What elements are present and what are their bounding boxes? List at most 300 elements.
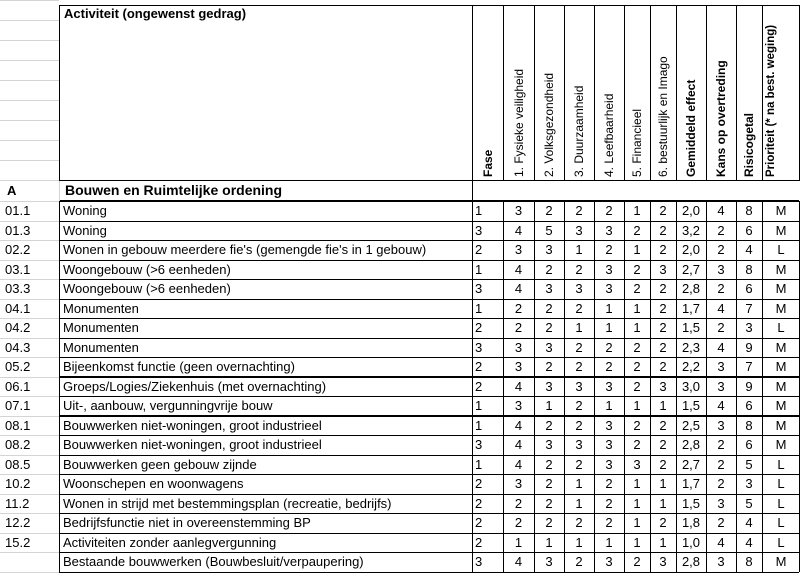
- row-fase: 1: [475, 261, 483, 277]
- row-score-2: 2: [545, 476, 553, 491]
- row-risico: 4: [745, 242, 753, 257]
- row-fase: 2: [475, 534, 483, 550]
- col-divider: [736, 5, 737, 181]
- row-score-3: 2: [575, 515, 583, 530]
- col-divider: [472, 5, 473, 572]
- table-row: [0, 533, 800, 553]
- gridline: [0, 100, 59, 101]
- row-code: 04.2: [5, 320, 31, 335]
- row-prioriteit: L: [777, 320, 785, 335]
- row-average: 2,3: [681, 339, 701, 355]
- row-average: 2,5: [681, 417, 701, 433]
- gridline: [0, 396, 59, 397]
- row-average: 3,2: [681, 222, 701, 238]
- row-score-3: 2: [575, 203, 583, 218]
- column-header-1: Fase: [480, 149, 495, 177]
- column-header-3: 2. Volksgezondheid: [542, 72, 556, 177]
- row-kans: 4: [717, 300, 725, 316]
- row-score-2: 1: [545, 534, 553, 550]
- row-fase: 2: [475, 495, 483, 511]
- gridline: [0, 20, 59, 21]
- row-score-3: 2: [575, 398, 583, 413]
- row-divider: [59, 474, 799, 475]
- row-score-3: 2: [575, 417, 583, 433]
- row-risico: 8: [745, 417, 753, 433]
- row-score-5: 2: [633, 359, 641, 374]
- header-activity-title: Activiteit (ongewenst gedrag): [64, 6, 247, 21]
- row-score-6: 2: [659, 320, 667, 335]
- row-description: Bedrijfsfunctie niet in overeenstemming BP: [63, 515, 311, 530]
- row-code: 04.3: [5, 339, 31, 355]
- row-score-6: 2: [659, 359, 667, 374]
- row-kans: 3: [717, 359, 725, 374]
- row-score-3: 3: [575, 222, 583, 238]
- row-score-2: 2: [545, 495, 553, 511]
- column-header-10: Risicogetal: [742, 112, 756, 177]
- row-code: [0, 552, 59, 572]
- row-prioriteit: L: [777, 476, 785, 491]
- row-average: 1,0: [681, 534, 701, 550]
- row-risico: 6: [745, 281, 753, 296]
- row-divider: [59, 221, 799, 222]
- gridline: [0, 299, 59, 300]
- row-code: 01.1: [5, 203, 31, 218]
- row-code: 10.2: [5, 476, 31, 491]
- row-score-2: 2: [545, 300, 553, 316]
- row-score-1: 3: [514, 398, 523, 413]
- row-score-1: 4: [514, 437, 523, 452]
- row-score-3: 3: [575, 281, 583, 296]
- col-divider: [564, 5, 565, 181]
- row-prioriteit: L: [777, 242, 785, 257]
- row-average: 1,7: [681, 476, 701, 491]
- col-divider: [534, 201, 535, 572]
- col-divider: [706, 201, 707, 572]
- row-score-5: 1: [633, 495, 641, 511]
- row-divider: [59, 415, 799, 417]
- row-kans: 2: [717, 320, 725, 335]
- table-row: [0, 494, 800, 514]
- row-kans: 4: [717, 203, 725, 218]
- row-prioriteit: M: [775, 339, 787, 355]
- col-divider: [59, 5, 60, 181]
- col-divider: [676, 5, 677, 181]
- row-score-1: 3: [514, 339, 523, 355]
- gridline: [0, 60, 59, 61]
- gridline: [0, 279, 59, 280]
- row-score-6: 2: [659, 281, 667, 296]
- col-divider: [624, 201, 625, 572]
- row-score-1: 3: [514, 359, 523, 374]
- gridline: [0, 260, 59, 261]
- gridline: [0, 533, 59, 534]
- row-score-1: 4: [514, 554, 523, 569]
- row-risico: 3: [745, 320, 753, 335]
- row-score-4: 3: [605, 378, 613, 394]
- row-score-4: 3: [605, 261, 613, 277]
- row-divider: [59, 455, 799, 456]
- gridline: [0, 435, 59, 436]
- row-code: 03.1: [5, 261, 31, 277]
- row-code: 01.3: [5, 222, 31, 238]
- gridline: [59, 181, 60, 201]
- row-divider: [59, 200, 799, 202]
- row-prioriteit: L: [777, 534, 785, 550]
- row-kans: 3: [717, 495, 725, 511]
- col-divider: [650, 5, 651, 181]
- header-bottom-border: [59, 180, 799, 181]
- column-header-6: 5. Financieel: [630, 108, 644, 177]
- row-description: Uit-, aanbouw, vergunningvrije bouw: [63, 398, 273, 413]
- row-score-4: 1: [605, 320, 613, 335]
- row-average: 2,2: [681, 359, 701, 374]
- row-score-3: 2: [575, 456, 583, 472]
- column-header-2: 1. Fysieke veiligheid: [511, 68, 526, 177]
- row-description: Woning: [63, 203, 107, 218]
- row-score-5: 1: [633, 398, 641, 413]
- row-kans: 4: [717, 398, 725, 413]
- row-description: Monumenten: [63, 300, 139, 316]
- row-code: 11.2: [5, 495, 30, 511]
- column-header-7: 6. bestuurlijk en Imago: [656, 56, 670, 177]
- row-score-4: 1: [605, 300, 613, 316]
- row-fase: 3: [475, 554, 483, 569]
- row-code: 08.5: [5, 456, 31, 472]
- row-risico: 8: [745, 203, 753, 218]
- row-divider: [59, 338, 799, 339]
- row-divider: [59, 260, 799, 261]
- gridline: [0, 513, 59, 514]
- row-score-3: 2: [575, 359, 583, 374]
- row-average: 1,5: [681, 398, 701, 413]
- row-score-2: 2: [545, 359, 553, 374]
- col-divider: [503, 201, 504, 572]
- row-risico: 7: [745, 300, 753, 316]
- row-score-2: 2: [545, 456, 553, 472]
- row-average: 2,0: [681, 203, 701, 218]
- row-score-1: 4: [514, 378, 523, 394]
- row-average: 2,8: [681, 437, 701, 452]
- row-score-3: 3: [575, 437, 583, 452]
- row-code: 07.1: [5, 398, 31, 413]
- row-average: 1,5: [681, 495, 701, 511]
- row-score-3: 3: [575, 378, 583, 394]
- row-score-3: 1: [575, 476, 583, 491]
- row-average: 1,5: [681, 320, 701, 335]
- row-divider: [59, 494, 799, 495]
- row-prioriteit: M: [775, 417, 787, 433]
- col-divider: [706, 5, 707, 181]
- gridline: [0, 240, 59, 241]
- row-kans: 2: [717, 456, 725, 472]
- row-score-3: 2: [575, 300, 583, 316]
- row-score-6: 1: [659, 495, 667, 511]
- row-risico: 9: [745, 339, 753, 355]
- col-divider: [564, 201, 565, 572]
- table-row: [0, 377, 800, 397]
- row-score-6: 2: [659, 417, 667, 433]
- row-score-2: 3: [545, 437, 553, 452]
- row-score-1: 2: [514, 300, 523, 316]
- row-fase: 2: [475, 515, 483, 530]
- row-score-6: 2: [659, 437, 667, 452]
- row-divider: [59, 435, 799, 436]
- row-kans: 4: [717, 534, 725, 550]
- row-prioriteit: M: [775, 554, 787, 569]
- row-fase: 1: [475, 300, 483, 316]
- row-divider: [59, 240, 799, 241]
- row-kans: 2: [717, 242, 725, 257]
- row-score-6: 3: [659, 378, 667, 394]
- row-score-1: 3: [514, 242, 523, 257]
- row-kans: 3: [717, 378, 725, 394]
- row-score-3: 1: [575, 534, 583, 550]
- row-risico: 4: [745, 515, 753, 530]
- row-score-2: 2: [545, 203, 553, 218]
- col-divider: [59, 201, 60, 572]
- row-code: 05.2: [5, 359, 31, 374]
- table-row: [0, 221, 800, 241]
- row-average: 3,0: [681, 378, 701, 394]
- row-divider: [59, 299, 799, 300]
- col-divider: [503, 5, 504, 181]
- gridline: [0, 318, 59, 319]
- row-score-1: 2: [514, 515, 523, 530]
- row-code: 04.1: [5, 300, 31, 316]
- row-score-5: 2: [633, 554, 641, 569]
- row-score-5: 2: [633, 437, 641, 452]
- header-top-border: [59, 5, 799, 6]
- row-score-2: 1: [545, 398, 553, 413]
- row-score-5: 1: [633, 476, 641, 491]
- row-score-4: 2: [605, 476, 613, 491]
- table-row: [0, 416, 800, 436]
- gridline: [0, 552, 59, 553]
- row-code: 12.2: [5, 515, 31, 530]
- row-divider: [59, 376, 799, 378]
- row-prioriteit: M: [775, 398, 787, 413]
- table-row: [0, 435, 800, 455]
- row-score-5: 2: [633, 281, 641, 296]
- col-divider: [762, 5, 763, 181]
- row-description: Monumenten: [63, 339, 139, 355]
- gridline: [0, 338, 59, 339]
- section-code: A: [7, 183, 17, 198]
- table-row: [0, 318, 800, 338]
- row-divider: [59, 279, 799, 280]
- gridline: [0, 416, 59, 417]
- row-fase: 1: [475, 417, 483, 433]
- row-kans: 2: [717, 476, 725, 491]
- gridline: [0, 572, 59, 573]
- row-score-5: 1: [633, 203, 641, 218]
- row-score-5: 2: [633, 261, 641, 277]
- col-divider: [594, 5, 595, 181]
- row-score-5: 2: [633, 339, 641, 355]
- row-score-6: 2: [659, 222, 667, 238]
- row-prioriteit: L: [777, 515, 785, 530]
- row-score-4: 3: [605, 417, 613, 433]
- gridline: [0, 180, 59, 181]
- row-description: Bestaande bouwwerken (Bouwbesluit/verpaupering): [63, 554, 364, 569]
- row-score-5: 1: [633, 242, 641, 257]
- row-risico: 5: [745, 495, 753, 511]
- row-description: Bouwwerken geen gebouw zijnde: [63, 456, 257, 472]
- row-prioriteit: M: [775, 300, 787, 316]
- row-score-4: 1: [605, 534, 613, 550]
- row-description: Woongebouw (>6 eenheden): [63, 281, 231, 296]
- row-score-2: 3: [545, 281, 553, 296]
- row-score-2: 5: [545, 222, 553, 238]
- gridline: [0, 80, 59, 81]
- gridline: [0, 140, 59, 141]
- row-fase: 1: [475, 398, 483, 413]
- row-score-2: 2: [545, 515, 553, 530]
- row-score-5: 2: [633, 417, 641, 433]
- gridline: [0, 160, 59, 161]
- row-description: Wonen in strijd met bestemmingsplan (recreatie, bedrijfs): [63, 495, 392, 511]
- table-row: [0, 299, 800, 319]
- row-score-4: 2: [605, 515, 613, 530]
- table-row: [0, 474, 800, 494]
- row-risico: 5: [745, 456, 753, 472]
- row-risico: 9: [745, 378, 753, 394]
- row-score-5: 2: [633, 222, 641, 238]
- column-header-8: Gemiddeld effect: [684, 79, 698, 177]
- row-score-5: 1: [633, 300, 641, 316]
- row-fase: 3: [475, 281, 483, 296]
- row-kans: 4: [717, 339, 725, 355]
- row-score-4: 2: [605, 495, 613, 511]
- row-risico: 4: [745, 534, 753, 550]
- row-kans: 3: [717, 261, 725, 277]
- row-score-1: 2: [514, 320, 523, 335]
- row-score-3: 1: [575, 320, 583, 335]
- row-description: Bouwwerken niet-woningen, groot industrieel: [63, 417, 322, 433]
- row-score-6: 2: [659, 203, 667, 218]
- row-average: 2,8: [681, 281, 701, 296]
- row-score-5: 1: [633, 515, 641, 530]
- col-divider: [762, 201, 763, 572]
- column-header-4: 3. Duurzaamheid: [572, 85, 586, 177]
- gridline: [0, 377, 59, 378]
- row-description: Woonschepen en woonwagens: [63, 476, 244, 491]
- row-prioriteit: L: [777, 456, 785, 472]
- column-header-5: 4. Leefbaarheid: [602, 93, 616, 177]
- gridline: [0, 0, 59, 1]
- row-kans: 2: [717, 437, 725, 452]
- row-score-1: 4: [514, 281, 523, 296]
- row-score-3: 2: [575, 261, 583, 277]
- row-divider: [59, 357, 799, 358]
- row-code: 08.1: [5, 417, 31, 433]
- col-divider: [534, 5, 535, 181]
- row-score-1: 4: [514, 456, 523, 472]
- column-header-9: Kans op overtreding: [714, 60, 728, 177]
- row-average: 1,7: [681, 300, 701, 316]
- row-score-2: 2: [545, 417, 553, 433]
- row-score-1: 4: [514, 222, 523, 238]
- row-score-6: 1: [659, 476, 667, 491]
- row-kans: 3: [717, 417, 725, 433]
- row-score-4: 3: [605, 281, 613, 296]
- row-risico: 8: [745, 554, 753, 569]
- row-code: 06.1: [5, 378, 31, 394]
- row-risico: 8: [745, 261, 753, 277]
- row-description: Monumenten: [63, 320, 139, 335]
- row-score-3: 2: [575, 554, 583, 569]
- row-score-6: 2: [659, 300, 667, 316]
- row-description: Bouwwerken niet-woningen, groot industrieel: [63, 437, 322, 452]
- row-score-6: 2: [659, 339, 667, 355]
- row-risico: 6: [745, 398, 753, 413]
- gridline: [0, 40, 59, 41]
- row-score-2: 2: [545, 261, 553, 277]
- row-score-2: 3: [545, 378, 553, 394]
- row-score-6: 3: [659, 261, 667, 277]
- row-prioriteit: M: [775, 281, 787, 296]
- row-risico: 6: [745, 222, 753, 238]
- row-prioriteit: M: [775, 359, 787, 374]
- table-row: [0, 201, 800, 221]
- row-score-1: 2: [514, 495, 523, 511]
- row-code: 03.3: [5, 281, 31, 296]
- row-score-4: 2: [605, 359, 613, 374]
- row-score-4: 3: [605, 437, 613, 452]
- row-score-1: 4: [514, 261, 523, 277]
- table-row: [0, 338, 800, 358]
- row-score-5: 2: [633, 378, 641, 394]
- row-score-6: 2: [659, 456, 667, 472]
- row-risico: 7: [745, 359, 753, 374]
- row-kans: 3: [717, 554, 725, 569]
- row-score-5: 1: [633, 320, 641, 335]
- row-score-4: 2: [605, 203, 613, 218]
- row-score-5: 3: [633, 456, 641, 472]
- row-prioriteit: M: [775, 203, 787, 218]
- row-score-1: 3: [514, 203, 523, 218]
- row-score-4: 2: [605, 242, 613, 257]
- col-divider: [594, 201, 595, 572]
- row-fase: 2: [475, 320, 483, 335]
- row-fase: 2: [475, 476, 483, 491]
- table-row: [0, 357, 800, 377]
- row-description: Bijeenkomst functie (geen overnachting): [63, 359, 295, 374]
- row-average: 2,8: [681, 554, 701, 569]
- row-prioriteit: M: [775, 437, 787, 452]
- row-fase: 1: [475, 456, 483, 472]
- row-score-4: 1: [605, 398, 613, 413]
- section-title: Bouwen en Ruimtelijke ordening: [65, 182, 283, 198]
- gridline: [0, 201, 59, 202]
- row-prioriteit: L: [777, 495, 785, 511]
- row-score-6: 3: [659, 554, 667, 569]
- row-average: 2,7: [681, 261, 701, 277]
- row-fase: 2: [475, 378, 483, 394]
- table-row: [0, 396, 800, 416]
- row-average: 1,8: [681, 515, 701, 530]
- gridline: [0, 474, 59, 475]
- row-score-6: 2: [659, 515, 667, 530]
- row-fase: 3: [475, 437, 483, 452]
- row-score-2: 2: [545, 320, 553, 335]
- col-divider: [650, 201, 651, 572]
- table-row: [0, 513, 800, 533]
- row-average: 2,7: [681, 456, 701, 472]
- row-score-5: 1: [633, 534, 641, 550]
- row-kans: 2: [717, 222, 725, 238]
- row-prioriteit: M: [775, 261, 787, 277]
